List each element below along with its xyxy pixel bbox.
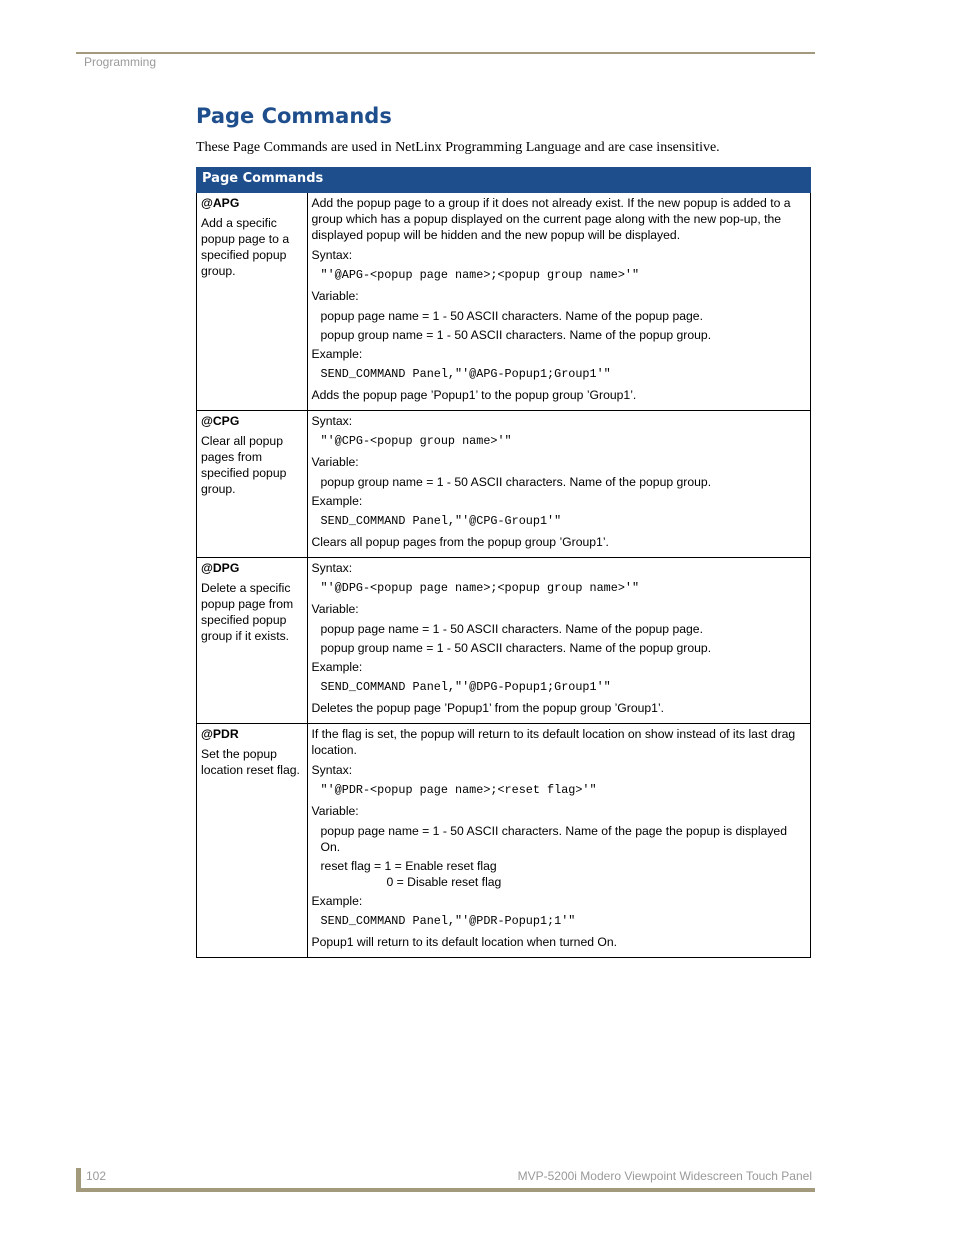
command-cell [197,193,308,411]
syntax-label: Syntax: [311,763,353,777]
command-details [307,193,811,411]
table-row [197,411,811,558]
command-cell [197,558,308,724]
command-name: @PDR [201,727,239,741]
example-code: SEND_COMMAND Panel,"'@APG-Popup1;Group1'" [320,367,611,381]
page-title: Page Commands [196,104,392,128]
syntax-code: "'@DPG-<popup page name>;<popup group name>'" [320,581,640,595]
table-row [197,724,811,958]
command-description: Add the popup page to a group if it does not already exist. If the new popup is added to a group which has a popup displayed on the current page along with the new pop-up, the displayed popup will be hidden and the new popup will be displayed. [311,196,791,242]
syntax-code: "'@PDR-<popup page name>;<reset flag>'" [320,783,597,797]
example-code: SEND_COMMAND Panel,"'@DPG-Popup1;Group1'" [320,680,611,694]
variable-label: Variable: [311,289,359,303]
example-result: Popup1 will return to its default location when turned On. [311,935,618,949]
command-summary: Set the popup location reset flag. [201,747,300,777]
example-result: Clears all popup pages from the popup group ’Group1’. [311,535,609,549]
syntax-code: "'@APG-<popup page name>;<popup group name>'" [320,268,640,282]
example-label: Example: [311,894,363,908]
variable-item: popup page name = 1 - 50 ASCII characters. Name of the popup page. [320,309,703,323]
syntax-label: Syntax: [311,248,353,262]
example-label: Example: [311,494,363,508]
example-result: Adds the popup page ’Popup1’ to the popup group ’Group1’. [311,388,637,402]
variable-item: popup group name = 1 - 50 ASCII characters. Name of the popup group. [320,641,712,655]
page-number: 102 [86,1169,107,1183]
variable-item: popup group name = 1 - 50 ASCII characters. Name of the popup group. [320,328,712,342]
command-details [307,558,811,724]
variable-label: Variable: [311,804,359,818]
example-label: Example: [311,347,363,361]
variable-continuation: 0 = Disable reset flag [386,875,502,889]
variable-item: popup page name = 1 - 50 ASCII characters. Name of the popup page. [320,622,703,636]
syntax-label: Syntax: [311,561,353,575]
variable-item: popup group name = 1 - 50 ASCII characters. Name of the popup group. [320,475,712,489]
example-code: SEND_COMMAND Panel,"'@PDR-Popup1;1'" [320,914,576,928]
command-summary: Add a specific popup page to a specified popup group. [201,216,290,278]
variable-item: reset flag = 1 = Enable reset flag [320,859,497,873]
document-title: MVP-5200i Modero Viewpoint Widescreen Touch Panel [517,1169,812,1183]
command-cell [197,724,308,958]
page-commands-table [196,167,811,958]
table-heading: Page Commands [197,168,811,193]
command-details [307,724,811,958]
command-cell [197,411,308,558]
command-summary: Clear all popup pages from specified popup group. [201,434,287,496]
command-details [307,411,811,558]
syntax-label: Syntax: [311,414,353,428]
command-summary: Delete a specific popup page from specified popup group if it exists. [201,581,294,643]
table-row [197,193,811,411]
variable-label: Variable: [311,602,359,616]
running-header: Programming [84,55,157,69]
syntax-code: "'@CPG-<popup group name>'" [320,434,512,448]
command-name: @CPG [201,414,240,428]
intro-text: These Page Commands are used in NetLinx Programming Language and are case insensitive. [196,140,720,155]
variable-item: popup page name = 1 - 50 ASCII characters. Name of the page the popup is displayed On. [320,824,787,854]
command-description: If the flag is set, the popup will return to its default location on show instead of its last drag location. [311,727,796,757]
variable-label: Variable: [311,455,359,469]
command-name: @APG [201,196,240,210]
table-row [197,558,811,724]
example-label: Example: [311,660,363,674]
example-code: SEND_COMMAND Panel,"'@CPG-Group1'" [320,514,562,528]
command-name: @DPG [201,561,240,575]
example-result: Deletes the popup page ’Popup1’ from the popup group ’Group1’. [311,701,665,715]
header-rule [76,52,815,54]
footer-rule [76,1188,815,1192]
